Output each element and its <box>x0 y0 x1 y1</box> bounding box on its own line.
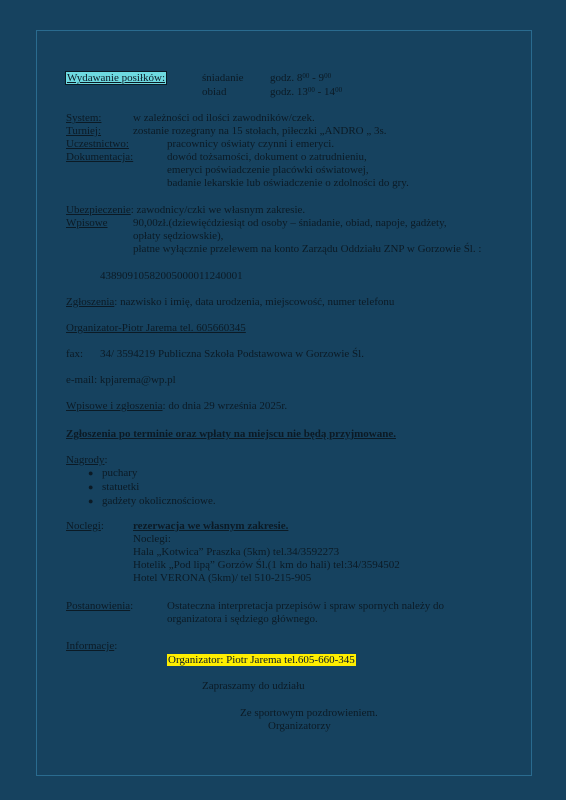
insurance: Ubezpieczenie: zawodnicy/czki we własnym zakresie. <box>66 204 306 216</box>
breakfast-label: śniadanie <box>202 72 244 84</box>
lunch-time: godz. $13^{00} - 14^{00}$ <box>270 86 343 98</box>
rules-line2: organizatora i sędziego głównego. <box>167 613 318 625</box>
lodging-line1: Hala „Kotwica” Praszka (5km) tel.34/3592273 <box>133 546 340 558</box>
lodging-note: rezerwacja we własnym zakresie. <box>133 520 289 532</box>
lodging-line2: Hotelik „Pod lipą” Gorzów Śl.(1 km do hali) tel:34/3594502 <box>133 559 400 571</box>
info-label: Informacje: <box>66 640 118 652</box>
meals-label: Wydawanie posiłków: <box>67 72 166 84</box>
lodging-line3: Hotel VERONA (5km)/ tel 510-215-905 <box>133 572 312 584</box>
lodging-sub: Noclegi: <box>133 533 171 545</box>
participation-value: pracownicy oświaty czynni i emeryci. <box>167 138 335 150</box>
deadline: Wpisowe i zgłoszenia: do dnia 29 września 2025r. <box>66 400 288 412</box>
breakfast-time: godz. $8^{00} - 9^{00}$ <box>270 72 332 84</box>
fee-line3: płatne wyłącznie przelewem na konto Zarządu Oddziału ZNP w Gorzowie Śl. : <box>133 243 482 255</box>
regards-text: Ze sportowym pozdrowieniem. <box>240 707 378 719</box>
lunch-label: obiad <box>202 86 227 98</box>
fax-label: fax: <box>66 348 84 360</box>
info-organizer: Organizator: Piotr Jarema tel.605-660-345 <box>168 654 355 666</box>
prize-item: gadżety okolicznościowe. <box>102 495 216 507</box>
tournament-value: zostanie rozegrany na 15 stołach, piłeczki „ANDRO „ 3s. <box>133 125 387 137</box>
system-value: w zależności od ilości zawodników/czek. <box>133 112 315 124</box>
fee-label: Wpisowe <box>66 217 108 229</box>
documentation-line2: emeryci poświadczenie placówki oświatowej, <box>167 164 369 176</box>
bullet-icon: ● <box>88 496 94 506</box>
bullet-icon: ● <box>88 482 94 492</box>
tournament-label: Turniej: <box>66 125 102 137</box>
organizer-line: Organizator-Piotr Jarema tel. 605660345 <box>66 322 246 334</box>
rules-label: Postanowienia: <box>66 600 134 612</box>
rules-line1: Ostateczna interpretacja przepisów i spraw spornych należy do <box>167 600 445 612</box>
signature: Organizatorzy <box>268 720 331 732</box>
registration: Zgłoszenia: nazwisko i imię, data urodzenia, miejscowość, numer telefonu <box>66 296 395 308</box>
prize-item: puchary <box>102 467 138 479</box>
lodging-label: Noclegi: <box>66 520 104 532</box>
fee-line2: opłaty sędziowskie), <box>133 230 224 242</box>
fee-line1: 90,00zł.(dziewięćdziesiąt od osoby – śniadanie, obiad, napoje, gadżety, <box>133 217 447 229</box>
email: e-mail: kpjarema@wp.pl <box>66 374 176 386</box>
fax-value: 34/ 3594219 Publiczna Szkoła Podstawowa w Gorzowie Śl. <box>100 348 364 360</box>
system-label: System: <box>66 112 102 124</box>
documentation-line1: dowód tożsamości, dokument o zatrudnieniu, <box>167 151 367 163</box>
participation-label: Uczestnictwo: <box>66 138 129 150</box>
bullet-icon: ● <box>88 468 94 478</box>
invite-text: Zapraszamy do udziału <box>202 680 305 692</box>
late-warning: Zgłoszenia po terminie oraz wpłaty na miejscu nie będą przyjmowane. <box>66 428 396 440</box>
prize-item: statuetki <box>102 481 140 493</box>
account-number: 43890910582005000011240001 <box>100 270 243 282</box>
documentation-label: Dokumentacja: <box>66 151 134 163</box>
documentation-line3: badanie lekarskie lub oświadczenie o zdolności do gry. <box>167 177 409 189</box>
prizes-label: Nagrody: <box>66 454 108 466</box>
